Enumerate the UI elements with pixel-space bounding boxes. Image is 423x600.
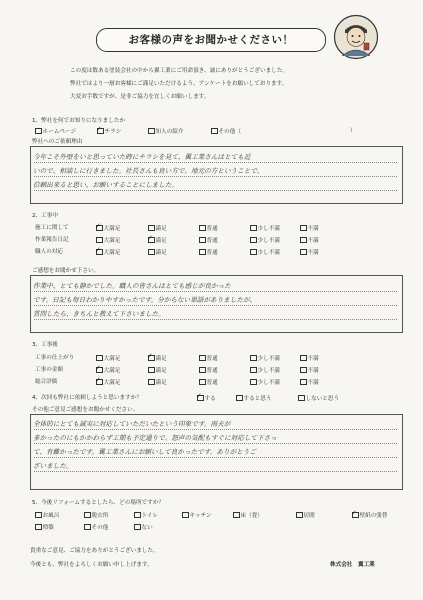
checkbox[interactable] [300,355,307,362]
checkbox[interactable] [199,249,206,256]
q1-other-close: ） [350,128,356,134]
q3-rating-option[interactable] [199,355,218,363]
checkmark: ✓ [95,364,101,372]
checkbox[interactable] [300,379,307,386]
rating-label: 少し不満 [257,367,280,374]
q2-rating-option[interactable] [96,237,120,245]
q5-option[interactable] [35,512,59,520]
checkbox[interactable] [96,355,103,362]
q2-rating-option[interactable] [199,237,218,245]
q5-option[interactable] [351,509,388,520]
checkbox[interactable] [148,225,155,232]
q3-rating-option[interactable] [300,355,319,363]
checkbox[interactable] [199,355,206,362]
q5-option[interactable] [134,524,153,532]
checkbox[interactable] [233,512,240,519]
q4-title: 4、次回も弊社に依頼しようと思いますか？ [32,395,142,401]
q3-rating-option[interactable] [250,379,280,387]
checkbox[interactable] [300,367,307,374]
q4-option-think-will[interactable]: すると思う [236,395,271,403]
checkbox[interactable] [96,237,103,244]
rating-label: 満足 [155,225,167,232]
rating-label: 不満 [307,249,319,256]
q4-answer-line-1: 全体的にとても誠実に対応していただいたという印象です。雨天が [33,420,231,428]
mascot-illustration [333,14,379,60]
q2-title: 2、工事中 [32,213,58,219]
q3-rating-option[interactable] [300,379,319,387]
q3-rating-option[interactable] [199,379,218,387]
option-label: 床（畳） [240,512,263,519]
q4-option-will[interactable]: する [197,395,216,403]
option-label: お風呂 [42,512,60,519]
option-label: 脱衣所 [91,512,109,519]
option-label: 増築 [42,524,54,531]
rating-label: 大満足 [103,355,121,362]
rating-label: 満足 [155,367,167,374]
q3-rating-option[interactable] [250,367,280,375]
q1-checkmark: ✓ [96,125,102,133]
checkbox[interactable] [250,367,257,374]
q3-rating-option[interactable] [148,379,167,387]
rating-label: 満足 [155,355,167,362]
q3-rating-option[interactable] [300,367,319,375]
checkbox[interactable] [300,225,307,232]
rating-label: 普通 [206,355,218,362]
rating-label: 不満 [307,237,319,244]
q2-rating-option[interactable] [300,249,319,257]
rating-label: 少し不満 [257,379,280,386]
checkbox[interactable] [250,249,257,256]
checkbox[interactable] [134,524,141,531]
q3-rating-option[interactable] [96,355,120,363]
checkbox[interactable] [250,237,257,244]
q5-option[interactable] [35,524,54,532]
q2-row-label: 施工に関して [35,225,69,231]
checkbox[interactable] [182,512,189,519]
q5-option[interactable] [296,512,315,520]
q4-answer-line-4: ざいました。 [33,462,73,470]
q3-title: 3、工事後 [32,342,58,348]
rating-label: 不満 [307,355,319,362]
q5-option[interactable] [134,512,158,520]
q1-answer-line-3: 信頼出来ると思い、お願いすることにしました。 [33,181,179,189]
q2-answer-line-3: 質問したら、きちんと教えて下さいました。 [33,310,165,318]
q3-row-label: 工事の金額 [35,367,63,373]
q4-comment-title: その他ご意見ご感想をお聞かせください。 [32,407,139,413]
q4-option-think-wont[interactable]: しないと思う [298,395,339,403]
option-label: キッチン [189,512,212,519]
rating-label: 大満足 [103,225,121,232]
q5-option[interactable] [233,512,263,520]
intro-line-2: 弊社ではより一層お客様にご満足いただけるよう、アンケートをお願いしております。 [70,81,288,87]
q3-row-label: 工事の仕上がり [35,355,75,361]
checkbox[interactable] [250,379,257,386]
rating-label: 少し不満 [257,225,280,232]
rating-label: 少し不満 [257,237,280,244]
checkbox[interactable] [84,524,91,531]
rating-label: 不満 [307,225,319,232]
q2-rating-option[interactable] [199,249,218,257]
rating-label: 不満 [307,379,319,386]
q2-rating-option[interactable] [148,225,167,233]
rating-label: 満足 [155,249,167,256]
rating-label: 大満足 [103,379,121,386]
page-title-banner: お客様の声をお聞かせください！ [96,28,326,52]
rating-label: 普通 [206,367,218,374]
q5-title: 5、今後リフォームするとしたら、どの場所ですか？ [32,500,164,506]
checkbox[interactable] [148,367,155,374]
q2-row-label: 作業報告日記 [35,237,69,243]
rating-label: 大満足 [103,367,121,374]
checkbox[interactable] [250,225,257,232]
q5-option[interactable] [182,512,211,520]
option-label: 居間 [303,512,315,519]
checkbox[interactable] [199,367,206,374]
checkbox[interactable] [148,249,155,256]
checkbox[interactable] [300,249,307,256]
q3-rating-option[interactable] [199,367,218,375]
q5-option[interactable] [84,524,108,532]
q3-row-label: 総合評価 [35,379,58,385]
q1-subtitle: 弊社へのご依頼理由 [32,139,83,145]
q1-option-homepage[interactable]: ホームページ [35,128,76,136]
q5-option[interactable] [84,512,108,520]
rating-label: 少し不満 [257,355,280,362]
checkbox[interactable] [134,512,141,519]
q2-row-label: 職人の対応 [35,249,63,255]
checkbox[interactable] [300,237,307,244]
rating-label: 不満 [307,367,319,374]
q2-rating-option[interactable] [199,225,218,233]
checkbox[interactable] [296,512,303,519]
q5-checkmark: ✓ [351,509,357,517]
company-name: 株式会社 翼工業 [330,562,375,568]
q3-rating-option[interactable] [148,367,167,375]
q2-answer-line-2: です。日記も毎日わかりやすかったです。分からない単語がありましたが、 [33,296,257,304]
footer-regards: 今後とも、弊社をよろしくお願い申し上げます。 [30,562,153,568]
checkbox[interactable] [199,237,206,244]
rating-label: 満足 [155,379,167,386]
q1-option-referral[interactable]: 知人の紹介 [148,128,183,136]
rating-label: 少し不満 [257,249,280,256]
q4-answer-line-2: 多かったのにもかかわらず工期も予定通りで、怒声の気配もすぐに対応して下さっ [33,434,277,442]
q2-rating-option[interactable] [300,225,319,233]
q3-rating-option[interactable] [250,355,280,363]
option-label: その他 [91,524,109,531]
q2-answer-line-1: 作業中、とても静かでした。職人の皆さんはとても感じが良かった [33,282,231,290]
q2-comment-title: ご感想をお聞かせ下さい。 [32,268,100,274]
checkbox[interactable] [250,355,257,362]
q4-answer-line-3: て、有難かったです。翼工業さんにお願いして良かったです。ありがとうご [33,448,256,456]
q1-option-flyer[interactable]: チラシ [97,128,121,136]
q2-rating-option[interactable] [300,237,319,245]
checkmark: ✓ [95,246,101,254]
rating-label: 大満足 [103,249,121,256]
checkbox[interactable] [199,225,206,232]
intro-line-1: この度は数ある塗装会社の中から翼工業にご用命頂き、誠にありがとうございました。 [70,68,288,74]
q2-rating-option[interactable] [250,249,280,257]
option-label: 壁紙の張替 [359,512,388,519]
checkmark: ✓ [147,234,153,242]
checkmark: ✓ [95,222,101,230]
checkbox[interactable] [199,379,206,386]
checkbox[interactable] [35,512,42,519]
rating-label: 満足 [155,237,167,244]
q2-rating-option[interactable] [250,225,280,233]
checkmark: ✓ [147,352,153,360]
option-label: トイレ [141,512,159,519]
rating-label: 普通 [206,237,218,244]
q2-rating-option[interactable] [148,249,167,257]
checkbox[interactable] [84,512,91,519]
option-label: ない [141,524,153,531]
intro-line-3: 大変お手数ですが、是非ご協力を宜しくお願いします。 [70,94,210,100]
q4-checkmark: ✓ [196,392,202,400]
q1-answer-line-2: いので、相談しに行きました。社長さんも良い方で、地元の方ということで、 [33,167,264,175]
rating-label: 普通 [206,249,218,256]
rating-label: 普通 [206,225,218,232]
checkmark: ✓ [95,376,101,384]
checkbox[interactable] [35,524,42,531]
rating-label: 大満足 [103,237,121,244]
q2-rating-option[interactable] [250,237,280,245]
q1-answer-line-1: 今年こそ外壁をいと思っていた時にチラシを見て、翼工業さんはとても近 [33,153,251,161]
checkbox[interactable] [148,379,155,386]
q1-title: 1、弊社を何でお知りになりましたか [32,118,126,124]
rating-label: 普通 [206,379,218,386]
q1-option-other[interactable]: その他（ [211,128,241,136]
footer-thanks: 貴重なご意見、ご協力をありがとうございました。 [30,548,159,554]
